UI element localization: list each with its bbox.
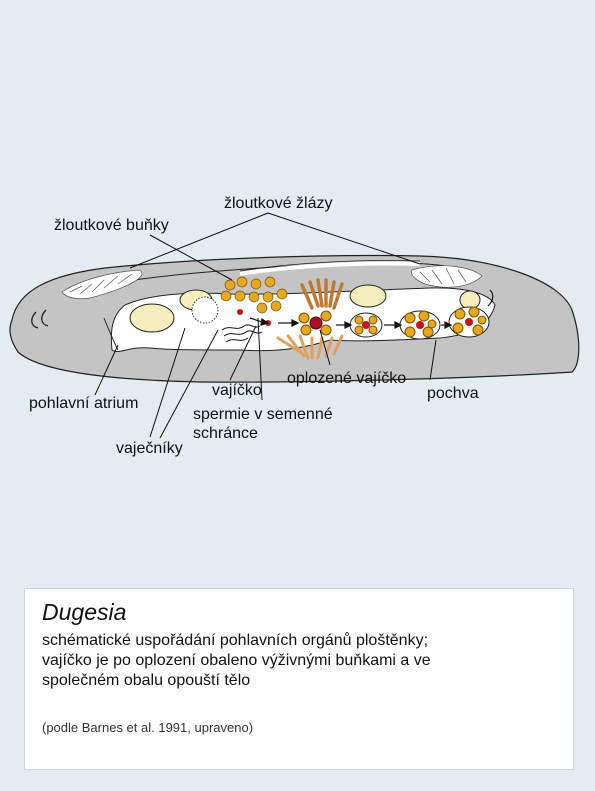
caption-source: (podle Barnes et al. 1991, upraveno) bbox=[42, 720, 254, 735]
label-yolk-cells: žloutkové buňky bbox=[54, 217, 169, 234]
caption-line-1: schématické uspořádání pohlavních orgánů ploštěnky; bbox=[42, 632, 429, 649]
egg-capsule-1 bbox=[350, 313, 382, 337]
egg-small-1 bbox=[237, 309, 243, 315]
label-egg: vajíčko bbox=[212, 382, 262, 399]
egg-capsule-2 bbox=[400, 311, 440, 339]
label-genital-atrium: pohlavní atrium bbox=[29, 395, 139, 412]
seminal-receptacle bbox=[192, 297, 218, 323]
label-yolk-glands: žloutkové žlázy bbox=[224, 195, 333, 212]
caption-text bbox=[42, 631, 562, 691]
caption-line-2: vajíčko je po oplození obaleno výživnými buňkami a ve bbox=[42, 652, 431, 669]
caption-title: Dugesia bbox=[42, 599, 127, 625]
label-fertilized-egg: oplozené vajíčko bbox=[287, 370, 407, 387]
label-ovaries: vaječníky bbox=[116, 440, 183, 457]
ovary-far-right bbox=[460, 291, 480, 309]
ovary-right bbox=[350, 285, 386, 307]
caption-line-3: společném obalu opouští tělo bbox=[42, 672, 251, 689]
egg-capsule-3 bbox=[449, 307, 489, 337]
ovary-left bbox=[130, 304, 174, 332]
caption-box bbox=[24, 588, 574, 770]
label-vagina: pochva bbox=[427, 385, 479, 402]
label-sperm: spermie v semenné bbox=[193, 406, 333, 423]
label-sperm-2: schránce bbox=[193, 425, 258, 442]
